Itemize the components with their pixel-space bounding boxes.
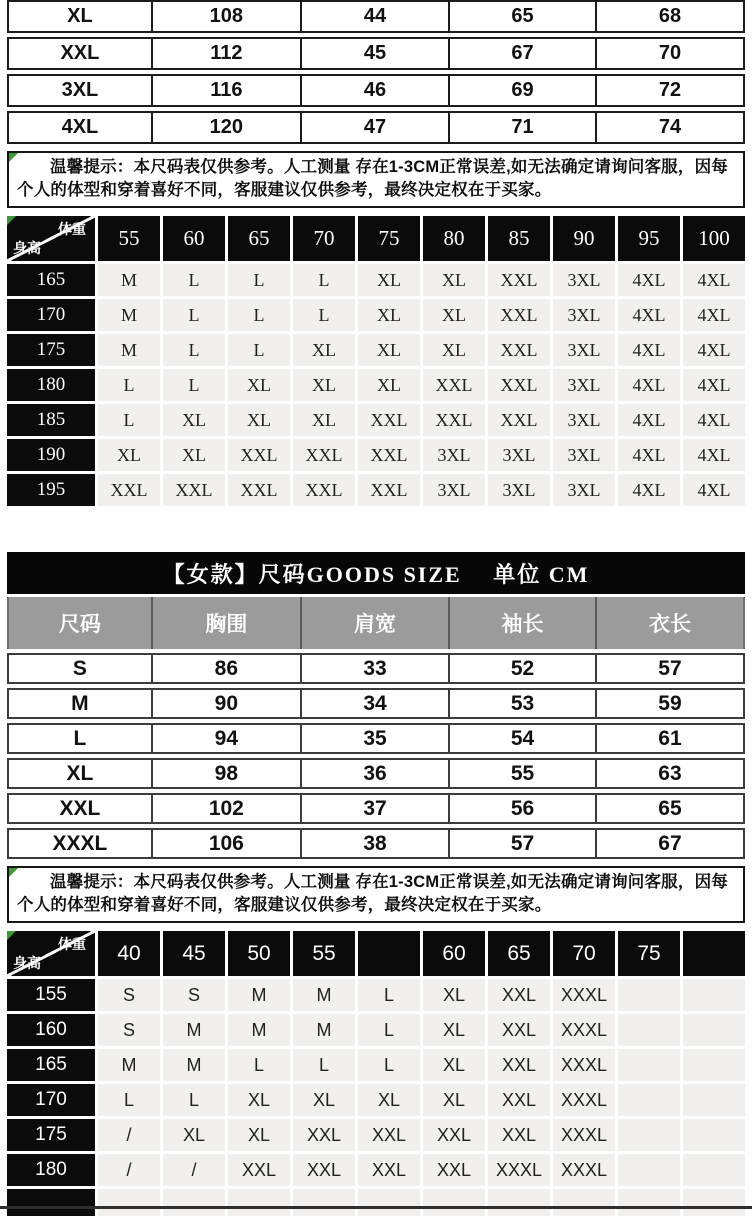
size-cell: M: [293, 1014, 355, 1046]
weight-col-header: [358, 931, 420, 976]
size-cell: XXL: [358, 1119, 420, 1151]
size-cell: L: [98, 404, 160, 436]
size-cell: XXL: [98, 474, 160, 506]
size-cell: XXL: [358, 1154, 420, 1186]
size-cell: XXXL: [553, 1084, 615, 1116]
size-cell: XXL: [488, 1084, 550, 1116]
corner-marker-icon: [7, 216, 16, 225]
womens-table-header: [7, 597, 745, 649]
size-cell: [683, 1014, 745, 1046]
size-cell: XXL: [488, 334, 550, 366]
table-row: [7, 0, 745, 33]
size-cell: [358, 1189, 420, 1216]
size-label: XL: [9, 760, 153, 787]
table-row: [7, 688, 745, 719]
size-cell: XXL: [488, 1119, 550, 1151]
size-cell: [683, 979, 745, 1011]
size-cell: [163, 1189, 225, 1216]
size-cell: 4XL: [618, 299, 680, 331]
size-cell: XL: [358, 299, 420, 331]
size-cell: [293, 1189, 355, 1216]
corner-marker-icon: [9, 153, 18, 162]
size-cell: XL: [423, 1049, 485, 1081]
size-cell: /: [98, 1154, 160, 1186]
size-cell: 4XL: [618, 369, 680, 401]
size-cell: [683, 1084, 745, 1116]
size-cell: L: [228, 264, 290, 296]
bust-value: 106: [153, 830, 302, 857]
sleeve-value: 71: [450, 113, 597, 142]
bust-value: 94: [153, 725, 302, 752]
bust-value: 90: [153, 690, 302, 717]
size-cell: XXL: [488, 264, 550, 296]
size-cell: [98, 1189, 160, 1216]
size-cell: 4XL: [618, 264, 680, 296]
size-cell: 4XL: [618, 439, 680, 471]
bust-value: 120: [153, 113, 302, 142]
length-value: 59: [658, 691, 682, 715]
height-row-header: 185: [7, 404, 95, 436]
size-cell: 4XL: [683, 299, 745, 331]
size-cell: L: [163, 299, 225, 331]
bust-value: 102: [153, 795, 302, 822]
size-cell: XL: [358, 369, 420, 401]
size-cell: XL: [423, 299, 485, 331]
shoulder-value: 46: [302, 76, 450, 105]
shoulder-value: 45: [302, 39, 450, 68]
size-cell: XL: [423, 334, 485, 366]
size-cell: L: [98, 369, 160, 401]
size-cell: 3XL: [553, 264, 615, 296]
weight-col-header: 85: [488, 216, 550, 261]
size-cell: S: [98, 1014, 160, 1046]
size-cell: 4XL: [618, 404, 680, 436]
size-cell: 4XL: [683, 474, 745, 506]
weight-col-header: 95: [618, 216, 680, 261]
size-cell: 4XL: [683, 369, 745, 401]
shoulder-value: 35: [302, 725, 450, 752]
size-cell: XXL: [293, 474, 355, 506]
size-cell: L: [293, 299, 355, 331]
next-table-top-border: [0, 1206, 752, 1209]
weight-col-header: 60: [163, 216, 225, 261]
weight-col-header: 50: [228, 931, 290, 976]
size-cell: M: [163, 1014, 225, 1046]
size-cell: [618, 1014, 680, 1046]
size-cell: XL: [228, 369, 290, 401]
size-cell: M: [228, 979, 290, 1011]
height-row-header: 155: [7, 979, 95, 1011]
size-cell: [618, 1154, 680, 1186]
size-cell: M: [98, 264, 160, 296]
table-row: [7, 758, 745, 789]
notice-box: [7, 151, 745, 208]
corner-marker-icon: [7, 931, 16, 940]
length-value: 68: [658, 5, 682, 27]
size-cell: 4XL: [683, 264, 745, 296]
sleeve-value: 56: [450, 795, 597, 822]
size-cell: 4XL: [618, 334, 680, 366]
size-cell: XXL: [423, 369, 485, 401]
shoulder-value: 44: [302, 2, 450, 31]
size-label: 3XL: [9, 76, 153, 105]
size-cell: XXL: [228, 1154, 290, 1186]
size-cell: XXL: [423, 1119, 485, 1151]
size-cell: XXL: [488, 404, 550, 436]
size-cell: [423, 1189, 485, 1216]
col-header-size: 尺码: [9, 597, 153, 649]
size-cell: XXXL: [553, 1119, 615, 1151]
size-cell: XXL: [293, 1119, 355, 1151]
col-header-shoulder: 肩宽: [302, 597, 450, 649]
size-cell: L: [358, 1049, 420, 1081]
size-cell: [683, 1049, 745, 1081]
sleeve-value: 53: [450, 690, 597, 717]
size-cell: L: [228, 334, 290, 366]
size-cell: L: [228, 1049, 290, 1081]
height-row-header: 175: [7, 1119, 95, 1151]
weight-col-header: 70: [553, 931, 615, 976]
length-value: 74: [658, 116, 682, 138]
size-cell: [618, 979, 680, 1011]
size-cell: 3XL: [488, 439, 550, 471]
height-row-header: 195: [7, 474, 95, 506]
size-cell: 3XL: [488, 474, 550, 506]
height-row-header: [7, 1189, 95, 1216]
size-cell: L: [228, 299, 290, 331]
size-cell: XXXL: [553, 1154, 615, 1186]
length-value: 57: [658, 656, 682, 680]
size-cell: XXL: [358, 474, 420, 506]
shoulder-value: 38: [302, 830, 450, 857]
table-row: [7, 74, 745, 107]
size-cell: [683, 1119, 745, 1151]
height-label: 身高: [13, 955, 41, 971]
size-label: XXL: [9, 795, 153, 822]
length-value: 63: [658, 761, 682, 785]
size-cell: 3XL: [553, 474, 615, 506]
table-row: [7, 37, 745, 70]
size-cell: XXXL: [488, 1154, 550, 1186]
size-cell: XL: [358, 334, 420, 366]
col-header-sleeve: 袖长: [450, 597, 597, 649]
size-cell: XXL: [358, 439, 420, 471]
size-cell: XXL: [228, 439, 290, 471]
size-cell: XXL: [423, 404, 485, 436]
size-cell: M: [98, 299, 160, 331]
height-row-header: 170: [7, 299, 95, 331]
size-cell: XL: [423, 1084, 485, 1116]
weight-col-header: 80: [423, 216, 485, 261]
size-cell: XL: [293, 1084, 355, 1116]
size-cell: XXL: [488, 299, 550, 331]
table-row: [7, 828, 745, 859]
height-row-header: 160: [7, 1014, 95, 1046]
size-cell: L: [163, 334, 225, 366]
sleeve-value: 52: [450, 655, 597, 682]
size-cell: [683, 1154, 745, 1186]
size-cell: L: [293, 264, 355, 296]
weight-col-header: 75: [358, 216, 420, 261]
size-cell: XXL: [293, 439, 355, 471]
notice-box: [7, 866, 745, 923]
size-cell: XL: [293, 334, 355, 366]
size-cell: S: [163, 979, 225, 1011]
womens-size-table: [7, 552, 745, 859]
size-cell: [618, 1189, 680, 1216]
size-cell: XL: [358, 1084, 420, 1116]
sleeve-value: 57: [450, 830, 597, 857]
size-cell: 4XL: [683, 334, 745, 366]
size-label: XL: [9, 2, 153, 31]
height-row-header: 170: [7, 1084, 95, 1116]
height-row-header: 165: [7, 264, 95, 296]
height-label: 身高: [13, 240, 41, 256]
size-cell: XXXL: [553, 1014, 615, 1046]
sleeve-value: 54: [450, 725, 597, 752]
sleeve-value: 67: [450, 39, 597, 68]
size-label: M: [9, 690, 153, 717]
size-cell: [488, 1189, 550, 1216]
size-cell: M: [228, 1014, 290, 1046]
notice-text: 温馨提示：本尺码表仅供参考。人工测量 存在1-3CM正常误差,如无法确定请询问客服，因每个人的体型和穿着喜好不同，客服建议仅供参考，最终决定权在于买家。: [17, 158, 728, 199]
size-cell: L: [358, 979, 420, 1011]
size-cell: L: [293, 1049, 355, 1081]
table-row: [7, 793, 745, 824]
size-cell: XL: [423, 264, 485, 296]
weight-col-header: 40: [98, 931, 160, 976]
bust-value: 112: [153, 39, 302, 68]
size-cell: 3XL: [553, 439, 615, 471]
table-row: [7, 653, 745, 684]
height-row-header: 190: [7, 439, 95, 471]
size-cell: [618, 1084, 680, 1116]
bust-value: 108: [153, 2, 302, 31]
size-cell: XXXL: [553, 979, 615, 1011]
height-row-header: 180: [7, 1154, 95, 1186]
size-cell: 3XL: [553, 404, 615, 436]
size-cell: [618, 1119, 680, 1151]
size-cell: XL: [228, 404, 290, 436]
length-value: 65: [658, 796, 682, 820]
weight-col-header: 75: [618, 931, 680, 976]
size-cell: M: [293, 979, 355, 1011]
size-cell: XXXL: [553, 1049, 615, 1081]
mens-height-weight-matrix: [7, 216, 745, 506]
size-cell: L: [98, 1084, 160, 1116]
size-cell: S: [98, 979, 160, 1011]
weight-label: 体重: [58, 936, 86, 952]
corner-marker-icon: [9, 868, 18, 877]
size-cell: XXL: [488, 1049, 550, 1081]
size-label: 4XL: [9, 113, 153, 142]
size-cell: XXL: [358, 404, 420, 436]
size-cell: XL: [293, 369, 355, 401]
size-label: XXL: [9, 39, 153, 68]
sleeve-value: 69: [450, 76, 597, 105]
size-cell: XXL: [488, 979, 550, 1011]
matrix-corner-cell: [7, 216, 95, 261]
weight-col-header: 100: [683, 216, 745, 261]
size-cell: XL: [358, 264, 420, 296]
size-cell: [553, 1189, 615, 1216]
weight-label: 体重: [58, 221, 86, 237]
weight-col-header: 55: [293, 931, 355, 976]
size-cell: [228, 1189, 290, 1216]
size-cell: M: [98, 334, 160, 366]
size-cell: XXL: [293, 1154, 355, 1186]
size-cell: XXL: [163, 474, 225, 506]
womens-height-weight-matrix: [7, 931, 745, 1216]
shoulder-value: 36: [302, 760, 450, 787]
size-label: S: [9, 655, 153, 682]
height-row-header: 175: [7, 334, 95, 366]
womens-table-title: 【女款】尺码GOODS SIZE 单位 CM: [7, 552, 745, 594]
length-value: 72: [658, 79, 682, 101]
size-cell: 4XL: [618, 474, 680, 506]
size-cell: 4XL: [683, 404, 745, 436]
size-cell: L: [163, 369, 225, 401]
weight-col-header: 70: [293, 216, 355, 261]
size-cell: [683, 1189, 745, 1216]
bust-value: 116: [153, 76, 302, 105]
size-cell: XL: [423, 979, 485, 1011]
size-label: L: [9, 725, 153, 752]
weight-col-header: 60: [423, 931, 485, 976]
size-cell: XL: [228, 1119, 290, 1151]
size-cell: XL: [423, 1014, 485, 1046]
weight-col-header: [683, 931, 745, 976]
bust-value: 86: [153, 655, 302, 682]
table-row: [7, 723, 745, 754]
bust-value: 98: [153, 760, 302, 787]
size-cell: XL: [163, 1119, 225, 1151]
height-row-header: 165: [7, 1049, 95, 1081]
length-value: 61: [658, 726, 682, 750]
size-cell: XXL: [228, 474, 290, 506]
shoulder-value: 33: [302, 655, 450, 682]
size-label: XXXL: [9, 830, 153, 857]
size-cell: L: [163, 264, 225, 296]
size-cell: XL: [98, 439, 160, 471]
col-header-bust: 胸围: [153, 597, 302, 649]
size-cell: L: [358, 1014, 420, 1046]
shoulder-value: 37: [302, 795, 450, 822]
size-cell: /: [163, 1154, 225, 1186]
size-cell: 3XL: [423, 439, 485, 471]
weight-col-header: 45: [163, 931, 225, 976]
table-row: [7, 111, 745, 144]
weight-col-header: 90: [553, 216, 615, 261]
length-value: 70: [658, 42, 682, 64]
sleeve-value: 55: [450, 760, 597, 787]
size-cell: [618, 1049, 680, 1081]
weight-col-header: 55: [98, 216, 160, 261]
size-cell: XL: [163, 404, 225, 436]
sleeve-value: 65: [450, 2, 597, 31]
size-cell: 3XL: [423, 474, 485, 506]
size-cell: XXL: [423, 1154, 485, 1186]
size-cell: M: [163, 1049, 225, 1081]
weight-col-header: 65: [488, 931, 550, 976]
size-cell: XL: [293, 404, 355, 436]
size-cell: XXL: [488, 1014, 550, 1046]
size-cell: XL: [228, 1084, 290, 1116]
size-cell: XL: [163, 439, 225, 471]
col-header-length: 衣长: [648, 613, 691, 636]
size-cell: /: [98, 1119, 160, 1151]
size-cell: 3XL: [553, 334, 615, 366]
notice-text: 温馨提示：本尺码表仅供参考。人工测量 存在1-3CM正常误差,如无法确定请询问客服，因每个人的体型和穿着喜好不同，客服建议仅供参考，最终决定权在于买家。: [17, 873, 728, 914]
matrix-corner-cell: [7, 931, 95, 976]
mens-size-table: [7, 0, 745, 144]
size-cell: XXL: [488, 369, 550, 401]
size-cell: M: [98, 1049, 160, 1081]
height-row-header: 180: [7, 369, 95, 401]
shoulder-value: 47: [302, 113, 450, 142]
size-cell: L: [163, 1084, 225, 1116]
length-value: 67: [658, 831, 682, 855]
size-cell: 3XL: [553, 369, 615, 401]
size-cell: 3XL: [553, 299, 615, 331]
weight-col-header: 65: [228, 216, 290, 261]
size-cell: 4XL: [683, 439, 745, 471]
shoulder-value: 34: [302, 690, 450, 717]
